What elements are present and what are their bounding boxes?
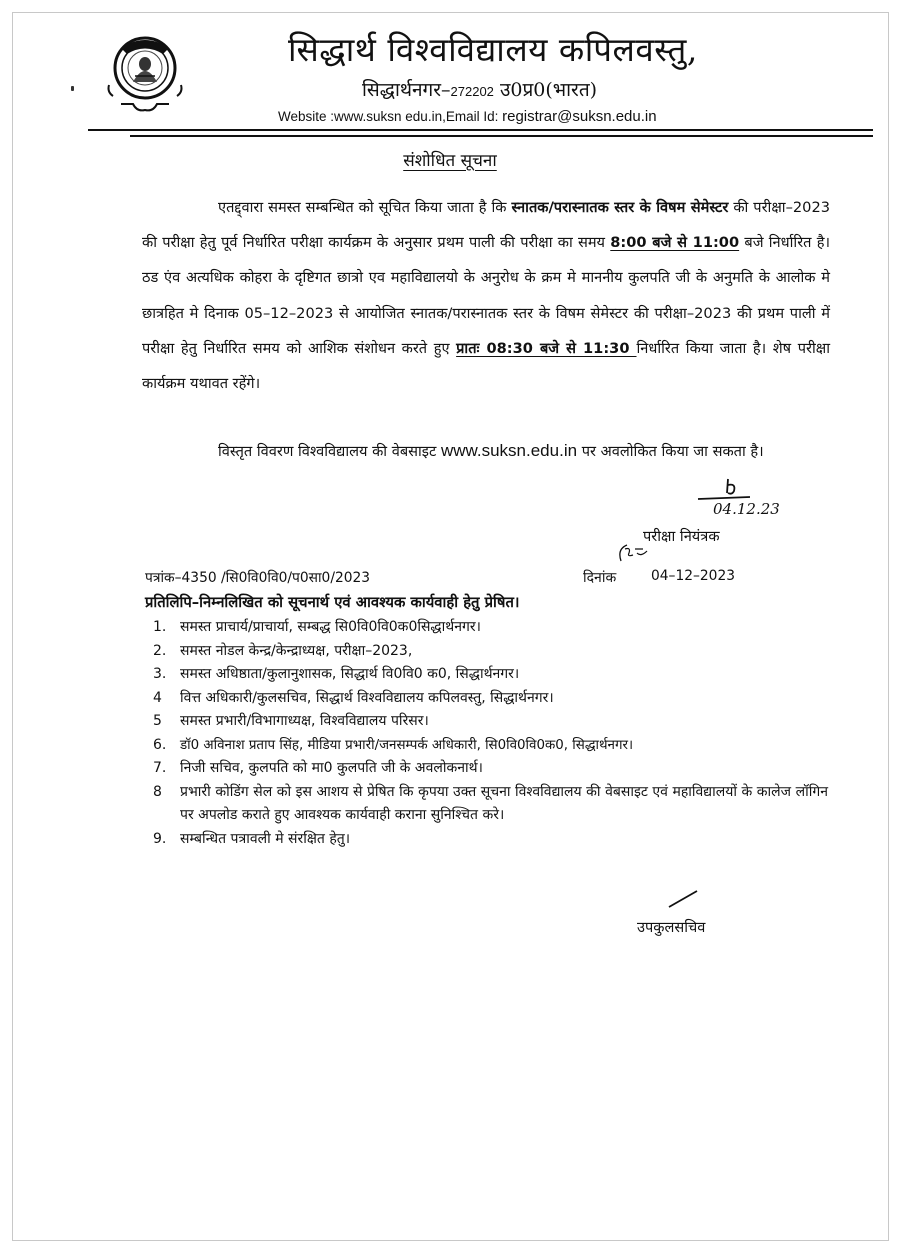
para2-text-b: पर अवलोकित किया जा सकता है। [577,443,764,460]
list-number: 4 [153,689,162,706]
notice-paragraph-1 [142,190,830,401]
address-pin: 272202 [450,84,494,99]
list-text: सम्बन्धित पत्रावली मे संरक्षित हेतु। [180,830,351,847]
list-item [153,757,828,781]
list-item [153,710,828,734]
list-text: समस्त प्राचार्य/प्राचार्या, सम्बद्ध सि0वि0वि0क0सिद्धार्थनगर। [180,619,481,635]
list-text: समस्त अधिष्ठाता/कुलानुशासक, सिद्धार्थ वि0वि0 क0, सिद्धार्थनगर। [180,666,520,682]
header-rule-top [88,129,873,131]
list-text: वित्त अधिकारी/कुलसचिव, सिद्धार्थ विश्वविद्यालय कपिलवस्तु, सिद्धार्थनगर। [180,689,554,706]
list-text: निजी सचिव, कुलपति को मा0 कुलपति जी के अवलोकनार्थ। [180,760,483,776]
list-number: 8 [153,783,162,800]
contact-website: Website :www.suksn edu.in,Email Id: [278,109,503,124]
contact-email: registrar@suksn.edu.in [502,108,657,125]
old-exam-time: 8:00 बजे से 11:00 [610,234,740,252]
exam-controller-designation: परीक्षा नियंत्रक [643,528,720,545]
website-link[interactable]: www.suksn.edu.in [440,441,578,460]
copy-to-list [153,616,828,851]
new-exam-time: प्रातः 08:30 बजे से 11:30 [456,339,637,357]
list-number: 5 [153,713,162,729]
list-text: डॉ0 अविनाश प्रताप सिंह, मीडिया प्रभारी/जनसम्पर्क अधिकारी, सि0वि0वि0क0, सिद्धार्थनगर। [180,737,634,753]
notice-title [0,150,900,172]
signature-date: 04.12.23 [713,500,780,518]
list-number: 2. [153,642,167,659]
list-item [153,616,828,640]
university-emblem-icon [95,30,195,115]
list-item [153,828,828,852]
para1-text-b: की परीक्षा–2023 की परीक्षा हेतु पूर्व निर्धारित परीक्षा कार्यक्रम के अनुसार प्रथम पाली की परीक्षा का समय [142,199,831,252]
list-number: 6. [153,736,167,753]
list-item [153,640,828,664]
notice-paragraph-2 [142,435,830,467]
university-address [362,78,597,104]
para1-text-d: निर्धारित किया जाता है। शेष परीक्षा कार्यक्रम यथावत रहेंगे। [142,339,830,393]
list-item [153,734,828,758]
list-number: 9. [153,830,167,847]
para1-text-a: एतद्द्वारा समस्त सम्बन्धित को सूचित किया जाता है कि [218,199,512,216]
date-label: दिनांक [583,570,617,586]
date-value: 04–12–2023 [651,568,736,584]
list-item [153,663,828,687]
header-rule-bottom [130,135,873,137]
deputy-registrar-designation: उपकुलसचिव [637,919,706,936]
copy-to-heading: प्रतिलिपि–निम्नलिखित को सूचनार्थ एवं आवश्यक कार्यवाही हेतु प्रेषित। [145,594,520,611]
para1-text-c: बजे निर्धारित है। ठड एंव अत्यधिक कोहरा के दृष्टिगत छात्रो एव महाविद्यालयो के अनुरोध के क्रम मे माननीय कुलपति जी के अनुमति के आलोक मे छात्रहित मे दिनाक 05–12–2023 से आयोजित स्नातक/परास्नातक स्तर के विषम सेमेस्टर की परीक्षा–2023 की प्रथम पाली में परीक्षा हेतु निर्धारित समय को आशिक संशोधन करते हुए [142,234,831,357]
list-text: समस्त नोडल केन्द्र/केन्द्राध्यक्ष, परीक्षा–2023, [180,642,413,659]
list-number: 3. [153,666,167,682]
address-city: सिद्धार्थनगर– [362,79,451,101]
university-name: सिद्धार्थ विश्वविद्यालय कपिलवस्तु, [288,30,698,69]
notice-title-text: संशोधित सूचना [403,151,497,171]
letter-number: पत्रांक–4350 /सि0वि0वि0/प0सा0/2023 [145,570,371,586]
signature-deputy-registrar [665,889,705,909]
list-text: समस्त प्रभारी/विभागाध्यक्ष, विश्वविद्यालय परिसर। [180,713,429,729]
list-number: 1. [153,619,167,635]
university-contact [278,108,657,126]
initials-stamp [617,541,651,563]
para1-exam-level: स्नातक/परास्नातक स्तर के विषम सेमेस्टर [511,199,729,216]
list-item [153,687,828,711]
scan-mark [71,86,74,91]
address-state: उ0प्र0(भारत) [499,79,598,101]
para2-text-a: विस्तृत विवरण विश्वविद्यालय की वेबसाइट [218,443,441,460]
list-number: 7. [153,760,167,776]
list-item [153,781,828,828]
list-text: प्रभारी कोडिंग सेल को इस आशय से प्रेषित कि कृपया उक्त सूचना विश्वविद्यालय की वेबसाइट एवं महाविद्यालयों के कालेज लॉगिन पर अपलोड कराते हुए आवश्यक कार्यवाही कराना सुनिश्चित करे। [180,783,828,823]
